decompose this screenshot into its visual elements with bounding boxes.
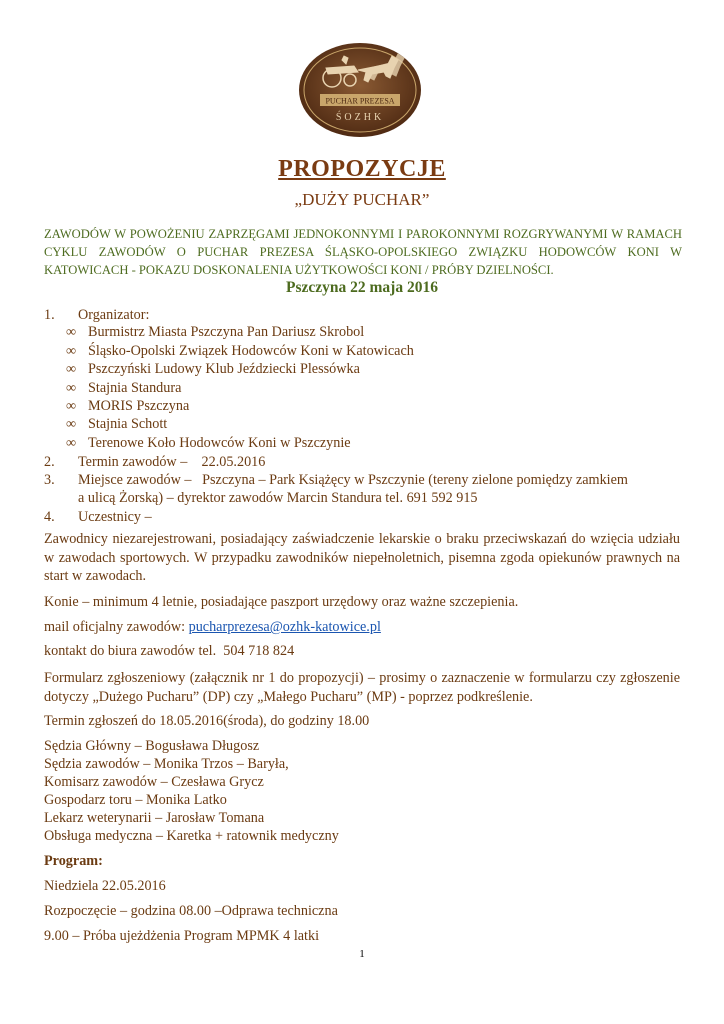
organizer-item: Stajnia Schott: [88, 416, 168, 432]
bullet-icon: ∞: [66, 398, 77, 414]
mail-label: mail oficjalny zawodów:: [44, 619, 189, 635]
deadline-line: Termin zgłoszeń do 18.05.2016(środa), do godziny 18.00: [44, 713, 370, 729]
event-term: Termin zawodów – 22.05.2016: [78, 454, 266, 470]
horses-paragraph: Konie – minimum 4 letnie, posiadające paszport urzędowy oraz ważne szczepienia.: [44, 594, 519, 610]
bullet-icon: ∞: [66, 416, 77, 432]
section-number-1: 1.: [44, 307, 55, 323]
event-date-line: Pszczyna 22 maja 2016: [286, 279, 438, 296]
event-place-line1: Miejsce zawodów – Pszczyna – Park Książęcy w Pszczynie (tereny zielone pomiędzy zamkiem: [78, 472, 628, 488]
program-line: Niedziela 22.05.2016: [44, 878, 166, 894]
bullet-icon: ∞: [66, 324, 77, 340]
intro-paragraph: ZAWODÓW W POWOŻENIU ZAPRZĘGAMI JEDNOKONNYMI I PAROKONNYMI ROZGRYWANYMI W RAMACH CYKLU ZAWODÓW O PUCHAR PREZESA ŚLĄSKO-OPOLSKIEGO ZWIĄZKU HODOWCÓW KONI W KATOWICACH - POKAZU DOSKONALENIA UŻYTKOWOŚCI KONI / PRÓBY DZIELNOŚCI.: [44, 227, 682, 277]
logo-text-top: PUCHAR PREZESA: [325, 96, 395, 106]
form-paragraph: Formularz zgłoszeniowy (załącznik nr 1 do propozycji) – prosimy o zaznaczenie w formularzu czy zgłoszenie dotyczy „Dużego Pucharu” (DP) czy „Małego Pucharu” (MP) - poprzez podkreślenie.: [44, 670, 680, 705]
organizer-item: Terenowe Koło Hodowców Koni w Pszczynie: [88, 435, 351, 451]
program-line: 9.00 – Próba ujeżdżenia Program MPMK 4 latki: [44, 928, 320, 944]
logo-text-bottom: ŚOZHK: [335, 112, 385, 123]
official-line: Komisarz zawodów – Czesława Grycz: [44, 774, 264, 790]
section-number-4: 4.: [44, 509, 55, 525]
official-line: Obsługa medyczna – Karetka + ratownik medyczny: [44, 828, 339, 844]
section-number-3: 3.: [44, 472, 55, 488]
page-number: 1: [359, 948, 365, 960]
organizer-item: Pszczyński Ludowy Klub Jeździecki Plessówka: [88, 361, 360, 377]
official-line: Gospodarz toru – Monika Latko: [44, 792, 227, 808]
bullet-icon: ∞: [66, 435, 77, 451]
bullet-icon: ∞: [66, 380, 77, 396]
mail-line: [44, 619, 381, 636]
riders-paragraph: Zawodnicy niezarejestrowani, posiadający zaświadczenie lekarskie o braku przeciwskazań do wzięcia udziału w zawodach sportowych. W przypadku zawodników niepełnoletnich, pisemna zgoda opiekunów prawnych na start w zawodach.: [44, 531, 680, 584]
contact-line: kontakt do biura zawodów tel. 504 718 824: [44, 643, 295, 659]
organizer-item: Burmistrz Miasta Pszczyna Pan Dariusz Skrobol: [88, 324, 365, 340]
section-number-2: 2.: [44, 454, 55, 470]
official-line: Lekarz weterynarii – Jarosław Tomana: [44, 810, 265, 826]
participants-label: Uczestnicy –: [78, 509, 152, 525]
organizer-label: Organizator:: [78, 307, 150, 323]
document-title: PROPOZYCJE: [278, 156, 446, 182]
mail-link[interactable]: pucharprezesa@ozhk-katowice.pl: [188, 619, 381, 635]
official-line: Sędzia Główny – Bogusława Długosz: [44, 738, 260, 754]
organizer-item: MORIS Pszczyna: [88, 398, 190, 414]
document-subtitle: „DUŻY PUCHAR”: [294, 190, 430, 209]
event-place-line2: a ulicą Żorską) – dyrektor zawodów Marcin Standura tel. 691 592 915: [78, 490, 478, 506]
program-line: Rozpoczęcie – godzina 08.00 –Odprawa techniczna: [44, 903, 338, 919]
official-line: Sędzia zawodów – Monika Trzos – Baryła,: [44, 756, 289, 772]
program-heading: Program:: [44, 853, 103, 869]
organizer-item: Stajnia Standura: [88, 380, 182, 396]
bullet-icon: ∞: [66, 361, 77, 377]
bullet-icon: ∞: [66, 343, 77, 359]
pucharprezesa-logo: [298, 42, 422, 138]
organizer-item: Śląsko-Opolski Związek Hodowców Koni w Katowicach: [88, 343, 414, 359]
